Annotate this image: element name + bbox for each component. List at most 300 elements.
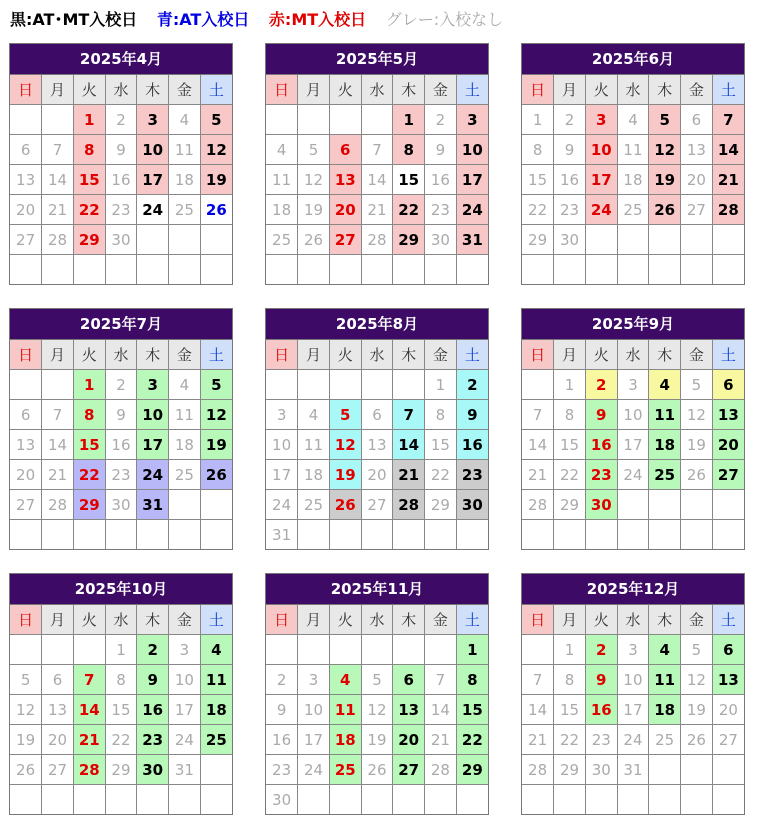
day-cell[interactable]: 26 (200, 195, 232, 225)
day-cell: 14 (361, 165, 393, 195)
empty-cell (298, 635, 330, 665)
empty-cell (42, 370, 74, 400)
day-cell: 16 (425, 165, 457, 195)
weekday-header: 木 (137, 75, 169, 105)
day-cell[interactable]: 19 (649, 165, 681, 195)
weekday-header: 金 (681, 75, 713, 105)
day-cell[interactable]: 19 (200, 165, 232, 195)
day-cell: 30 (585, 755, 617, 785)
day-cell[interactable]: 24 (137, 460, 169, 490)
day-cell[interactable]: 16 (456, 430, 488, 460)
day-cell: 14 (42, 165, 74, 195)
day-cell[interactable]: 11 (649, 665, 681, 695)
day-cell[interactable]: 12 (200, 135, 232, 165)
day-cell: 2 (266, 665, 298, 695)
weekday-header: 土 (712, 75, 744, 105)
weekday-header: 土 (712, 605, 744, 635)
day-cell[interactable]: 23 (137, 725, 169, 755)
empty-cell (200, 255, 232, 285)
calendar-table (266, 340, 488, 549)
day-cell[interactable]: 3 (137, 370, 169, 400)
day-cell[interactable]: 1 (73, 105, 105, 135)
day-cell[interactable]: 9 (585, 400, 617, 430)
empty-cell (169, 785, 201, 815)
day-cell: 12 (681, 400, 713, 430)
day-cell: 30 (105, 490, 137, 520)
day-cell: 28 (522, 490, 554, 520)
day-cell: 29 (425, 490, 457, 520)
day-cell[interactable]: 8 (73, 400, 105, 430)
day-cell[interactable]: 31 (456, 225, 488, 255)
calendar-table (522, 340, 744, 549)
day-cell: 12 (298, 165, 330, 195)
day-cell: 22 (522, 195, 554, 225)
empty-cell (329, 255, 361, 285)
empty-cell (522, 785, 554, 815)
day-cell[interactable]: 27 (712, 460, 744, 490)
day-cell[interactable]: 29 (73, 490, 105, 520)
day-cell: 11 (169, 135, 201, 165)
day-cell: 17 (617, 695, 649, 725)
day-cell[interactable]: 20 (329, 195, 361, 225)
empty-cell (554, 785, 586, 815)
day-cell[interactable]: 5 (329, 400, 361, 430)
weekday-header: 日 (522, 605, 554, 635)
month-title: 2025年5月 (266, 44, 488, 75)
day-cell[interactable]: 26 (200, 460, 232, 490)
day-cell: 1 (425, 370, 457, 400)
day-cell[interactable]: 16 (585, 430, 617, 460)
day-cell: 3 (266, 400, 298, 430)
day-cell[interactable]: 21 (73, 725, 105, 755)
day-cell: 22 (554, 460, 586, 490)
day-cell[interactable]: 30 (585, 490, 617, 520)
day-cell: 24 (298, 755, 330, 785)
empty-cell (298, 255, 330, 285)
empty-cell (681, 785, 713, 815)
day-cell[interactable]: 8 (73, 135, 105, 165)
day-cell[interactable]: 29 (393, 225, 425, 255)
weekday-header: 日 (10, 75, 42, 105)
empty-cell (200, 755, 232, 785)
empty-cell (329, 520, 361, 550)
day-cell[interactable]: 26 (649, 195, 681, 225)
day-cell: 18 (298, 460, 330, 490)
empty-cell (712, 225, 744, 255)
day-cell[interactable]: 17 (456, 165, 488, 195)
day-cell: 25 (298, 490, 330, 520)
empty-cell (522, 635, 554, 665)
day-cell: 9 (266, 695, 298, 725)
empty-cell (200, 785, 232, 815)
day-cell[interactable]: 25 (649, 460, 681, 490)
day-cell: 19 (298, 195, 330, 225)
weekday-header: 水 (617, 75, 649, 105)
day-cell[interactable]: 28 (393, 490, 425, 520)
day-cell: 18 (617, 165, 649, 195)
day-cell[interactable]: 26 (329, 490, 361, 520)
day-cell: 18 (169, 430, 201, 460)
day-cell[interactable]: 4 (200, 635, 232, 665)
day-cell[interactable]: 15 (393, 165, 425, 195)
day-cell[interactable]: 3 (456, 105, 488, 135)
weekday-header: 月 (298, 340, 330, 370)
day-cell[interactable]: 9 (456, 400, 488, 430)
day-cell[interactable]: 8 (456, 665, 488, 695)
day-cell: 6 (10, 400, 42, 430)
day-cell: 25 (169, 460, 201, 490)
day-cell: 23 (425, 195, 457, 225)
day-cell[interactable]: 15 (73, 430, 105, 460)
day-cell[interactable]: 6 (329, 135, 361, 165)
weekday-header: 火 (585, 605, 617, 635)
day-cell: 27 (361, 490, 393, 520)
day-cell: 17 (266, 460, 298, 490)
legend (10, 8, 517, 32)
day-cell: 28 (522, 755, 554, 785)
empty-cell (681, 255, 713, 285)
day-cell: 9 (554, 135, 586, 165)
day-cell: 4 (169, 105, 201, 135)
empty-cell (361, 520, 393, 550)
day-cell[interactable]: 17 (585, 165, 617, 195)
day-cell[interactable]: 30 (137, 755, 169, 785)
day-cell[interactable]: 22 (73, 195, 105, 225)
day-cell: 1 (554, 370, 586, 400)
day-cell: 23 (105, 460, 137, 490)
day-cell[interactable]: 21 (393, 460, 425, 490)
month-calendar (265, 43, 489, 285)
day-cell: 31 (617, 755, 649, 785)
day-cell: 6 (42, 665, 74, 695)
day-cell: 20 (712, 695, 744, 725)
empty-cell (42, 105, 74, 135)
day-cell: 16 (105, 165, 137, 195)
weekday-header: 土 (200, 75, 232, 105)
day-cell[interactable]: 20 (393, 725, 425, 755)
day-cell: 29 (105, 755, 137, 785)
day-cell: 7 (522, 400, 554, 430)
empty-cell (393, 635, 425, 665)
day-cell: 22 (105, 725, 137, 755)
empty-cell (42, 785, 74, 815)
empty-cell (10, 255, 42, 285)
day-cell[interactable]: 22 (456, 725, 488, 755)
day-cell[interactable]: 24 (456, 195, 488, 225)
day-cell[interactable]: 27 (393, 755, 425, 785)
day-cell: 7 (522, 665, 554, 695)
day-cell: 21 (361, 195, 393, 225)
day-cell[interactable]: 11 (329, 695, 361, 725)
day-cell: 14 (522, 695, 554, 725)
day-cell[interactable]: 4 (649, 635, 681, 665)
weekday-header: 土 (200, 340, 232, 370)
empty-cell (393, 370, 425, 400)
day-cell: 29 (554, 490, 586, 520)
day-cell[interactable]: 10 (137, 400, 169, 430)
day-cell: 9 (105, 135, 137, 165)
empty-cell (298, 785, 330, 815)
weekday-header: 火 (73, 75, 105, 105)
weekday-header: 水 (105, 75, 137, 105)
day-cell: 2 (554, 105, 586, 135)
day-cell: 4 (617, 105, 649, 135)
day-cell[interactable]: 11 (649, 400, 681, 430)
day-cell[interactable]: 8 (393, 135, 425, 165)
empty-cell (137, 520, 169, 550)
day-cell[interactable]: 3 (137, 105, 169, 135)
day-cell[interactable]: 19 (329, 460, 361, 490)
weekday-header: 土 (456, 605, 488, 635)
day-cell[interactable]: 28 (73, 755, 105, 785)
day-cell: 3 (169, 635, 201, 665)
empty-cell (617, 490, 649, 520)
day-cell[interactable]: 16 (137, 695, 169, 725)
day-cell[interactable]: 12 (200, 400, 232, 430)
weekday-header: 日 (266, 340, 298, 370)
day-cell: 11 (298, 430, 330, 460)
day-cell: 26 (681, 725, 713, 755)
day-cell[interactable]: 13 (393, 695, 425, 725)
day-cell[interactable]: 7 (712, 105, 744, 135)
day-cell[interactable]: 5 (649, 105, 681, 135)
day-cell[interactable]: 1 (73, 370, 105, 400)
day-cell: 27 (681, 195, 713, 225)
day-cell[interactable]: 10 (137, 135, 169, 165)
day-cell[interactable]: 29 (456, 755, 488, 785)
day-cell[interactable]: 24 (585, 195, 617, 225)
day-cell: 5 (361, 665, 393, 695)
day-cell: 4 (266, 135, 298, 165)
empty-cell (425, 785, 457, 815)
empty-cell (10, 785, 42, 815)
empty-cell (649, 755, 681, 785)
weekday-header: 月 (298, 605, 330, 635)
day-cell[interactable]: 12 (329, 430, 361, 460)
day-cell[interactable]: 5 (200, 105, 232, 135)
empty-cell (361, 635, 393, 665)
day-cell: 15 (425, 430, 457, 460)
day-cell: 27 (10, 490, 42, 520)
day-cell[interactable]: 5 (200, 370, 232, 400)
empty-cell (649, 225, 681, 255)
day-cell: 24 (266, 490, 298, 520)
calendar-table (266, 605, 488, 814)
weekday-header: 月 (42, 605, 74, 635)
day-cell[interactable]: 19 (200, 430, 232, 460)
day-cell[interactable]: 13 (712, 665, 744, 695)
day-cell: 15 (522, 165, 554, 195)
day-cell: 14 (522, 430, 554, 460)
day-cell: 10 (169, 665, 201, 695)
day-cell[interactable]: 30 (456, 490, 488, 520)
day-cell[interactable]: 1 (393, 105, 425, 135)
empty-cell (712, 755, 744, 785)
empty-cell (298, 370, 330, 400)
weekday-header: 日 (10, 340, 42, 370)
empty-cell (393, 255, 425, 285)
day-cell: 8 (425, 400, 457, 430)
day-cell[interactable]: 27 (329, 225, 361, 255)
day-cell: 11 (617, 135, 649, 165)
day-cell: 25 (169, 195, 201, 225)
weekday-header: 日 (266, 75, 298, 105)
day-cell[interactable]: 2 (137, 635, 169, 665)
empty-cell (200, 225, 232, 255)
empty-cell (361, 370, 393, 400)
day-cell[interactable]: 21 (712, 165, 744, 195)
day-cell[interactable]: 13 (329, 165, 361, 195)
weekday-header: 月 (42, 75, 74, 105)
day-cell[interactable]: 3 (585, 105, 617, 135)
empty-cell (617, 785, 649, 815)
day-cell[interactable]: 22 (393, 195, 425, 225)
day-cell[interactable]: 17 (137, 430, 169, 460)
day-cell[interactable]: 16 (585, 695, 617, 725)
day-cell[interactable]: 6 (712, 635, 744, 665)
day-cell: 5 (10, 665, 42, 695)
calendar-table (10, 75, 232, 284)
day-cell[interactable]: 9 (585, 665, 617, 695)
day-cell[interactable]: 2 (585, 635, 617, 665)
empty-cell (105, 520, 137, 550)
day-cell: 28 (425, 755, 457, 785)
day-cell: 1 (554, 635, 586, 665)
day-cell: 11 (266, 165, 298, 195)
weekday-header: 金 (681, 340, 713, 370)
day-cell[interactable]: 18 (649, 695, 681, 725)
day-cell: 30 (554, 225, 586, 255)
weekday-header: 日 (10, 605, 42, 635)
weekday-header: 水 (105, 605, 137, 635)
empty-cell (712, 490, 744, 520)
month-calendar (521, 43, 745, 285)
day-cell[interactable]: 7 (393, 400, 425, 430)
empty-cell (10, 370, 42, 400)
month-title: 2025年9月 (522, 309, 744, 340)
weekday-header: 金 (169, 605, 201, 635)
day-cell[interactable]: 31 (137, 490, 169, 520)
weekday-header: 木 (649, 75, 681, 105)
day-cell: 23 (266, 755, 298, 785)
day-cell[interactable]: 10 (456, 135, 488, 165)
day-cell[interactable]: 23 (456, 460, 488, 490)
day-cell: 18 (266, 195, 298, 225)
empty-cell (137, 255, 169, 285)
weekday-header: 月 (554, 75, 586, 105)
empty-cell (712, 785, 744, 815)
empty-cell (266, 105, 298, 135)
empty-cell (169, 255, 201, 285)
day-cell[interactable]: 2 (456, 370, 488, 400)
day-cell[interactable]: 14 (712, 135, 744, 165)
empty-cell (456, 785, 488, 815)
day-cell[interactable]: 6 (712, 370, 744, 400)
day-cell[interactable]: 15 (456, 695, 488, 725)
day-cell: 30 (105, 225, 137, 255)
day-cell: 23 (554, 195, 586, 225)
empty-cell (681, 490, 713, 520)
day-cell: 13 (681, 135, 713, 165)
month-calendar (9, 573, 233, 815)
day-cell[interactable]: 6 (393, 665, 425, 695)
day-cell: 17 (617, 430, 649, 460)
day-cell[interactable]: 2 (585, 370, 617, 400)
calendar-table (266, 75, 488, 284)
day-cell: 21 (522, 460, 554, 490)
day-cell[interactable]: 20 (712, 430, 744, 460)
empty-cell (105, 785, 137, 815)
weekday-header: 金 (425, 75, 457, 105)
day-cell: 8 (105, 665, 137, 695)
month-title: 2025年7月 (10, 309, 232, 340)
empty-cell (522, 255, 554, 285)
legend-red: 赤:MT入校日 (268, 10, 367, 29)
day-cell[interactable]: 7 (73, 665, 105, 695)
empty-cell (393, 785, 425, 815)
weekday-header: 水 (361, 75, 393, 105)
month-calendar (265, 573, 489, 815)
day-cell: 6 (10, 135, 42, 165)
day-cell[interactable]: 28 (712, 195, 744, 225)
day-cell[interactable]: 29 (73, 225, 105, 255)
empty-cell (329, 105, 361, 135)
day-cell[interactable]: 9 (137, 665, 169, 695)
day-cell[interactable]: 24 (137, 195, 169, 225)
day-cell: 15 (554, 430, 586, 460)
day-cell: 31 (266, 520, 298, 550)
day-cell[interactable]: 22 (73, 460, 105, 490)
day-cell: 19 (681, 430, 713, 460)
day-cell[interactable]: 13 (712, 400, 744, 430)
empty-cell (298, 105, 330, 135)
empty-cell (169, 225, 201, 255)
day-cell: 10 (266, 430, 298, 460)
day-cell[interactable]: 10 (585, 135, 617, 165)
day-cell[interactable]: 11 (200, 665, 232, 695)
day-cell[interactable]: 23 (585, 460, 617, 490)
day-cell[interactable]: 4 (649, 370, 681, 400)
empty-cell (42, 635, 74, 665)
empty-cell (585, 520, 617, 550)
day-cell[interactable]: 14 (73, 695, 105, 725)
day-cell: 7 (425, 665, 457, 695)
month-calendar (521, 573, 745, 815)
day-cell: 3 (298, 665, 330, 695)
day-cell[interactable]: 25 (200, 725, 232, 755)
day-cell[interactable]: 12 (649, 135, 681, 165)
day-cell: 27 (42, 755, 74, 785)
day-cell[interactable]: 18 (649, 430, 681, 460)
empty-cell (456, 520, 488, 550)
day-cell[interactable]: 1 (456, 635, 488, 665)
weekday-header: 木 (649, 340, 681, 370)
day-cell[interactable]: 4 (329, 665, 361, 695)
weekday-header: 金 (169, 340, 201, 370)
day-cell[interactable]: 15 (73, 165, 105, 195)
day-cell: 23 (585, 725, 617, 755)
day-cell[interactable]: 25 (329, 755, 361, 785)
day-cell: 2 (425, 105, 457, 135)
day-cell[interactable]: 18 (329, 725, 361, 755)
weekday-header: 木 (393, 340, 425, 370)
day-cell: 15 (554, 695, 586, 725)
day-cell: 23 (105, 195, 137, 225)
day-cell[interactable]: 17 (137, 165, 169, 195)
day-cell[interactable]: 18 (200, 695, 232, 725)
day-cell: 20 (42, 725, 74, 755)
day-cell[interactable]: 14 (393, 430, 425, 460)
